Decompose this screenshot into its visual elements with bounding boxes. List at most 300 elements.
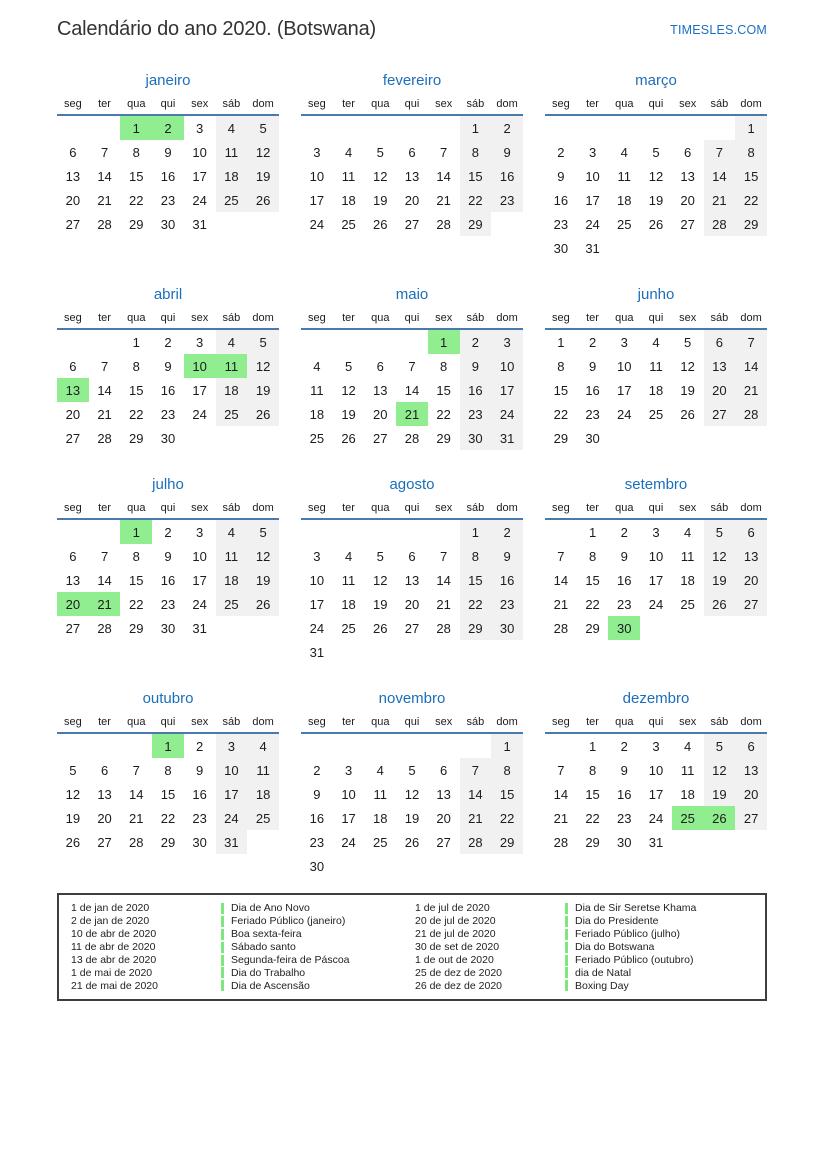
day-cell: 3 [313,548,321,564]
empty-cell [672,115,704,140]
day-cell: 26 [648,216,664,232]
legend-row [415,915,759,928]
day-cell: 4 [684,738,692,754]
day-cell: 8 [588,548,597,564]
legend-date: 21 de mai de 2020 [71,979,158,992]
weekday-header: qui [640,98,672,115]
day-cell: 23 [553,216,569,232]
day-cell: 8 [132,144,140,160]
day-cell: 25 [309,430,325,446]
holidays-legend [57,893,767,1001]
month-table [57,502,279,640]
day-cell: 5 [247,115,279,140]
day-cell: 8 [440,358,448,374]
day-cell: 11 [373,786,387,802]
day-cell: 26 [680,406,695,422]
day-cell: 26 [373,620,388,636]
empty-cell [608,426,640,450]
day-cell: 11 [680,762,695,778]
day-cell: 21 [129,810,144,826]
empty-cell [216,212,248,236]
day-cell: 7 [132,762,140,778]
legend-date: 1 de jan de 2020 [71,902,150,915]
legend-row [71,954,415,967]
day-cell: 18 [648,382,664,398]
day-cell: 21 [97,192,112,208]
weekday-header: ter [89,98,121,115]
empty-cell [247,426,279,450]
day-cell: 31 [192,216,207,232]
day-cell: 26 [404,834,420,850]
legend-holiday-name: Dia de Ascensão [231,979,310,992]
day-cell: 26 [247,188,279,212]
day-cell: 12 [704,544,736,568]
day-cell: 16 [460,378,492,402]
legend-column [71,902,415,992]
day-cell: 1 [460,115,492,140]
day-cell: 2 [491,519,523,544]
day-cell: 16 [553,192,569,208]
page-title: Calendário do ano 2020. (Botswana) [57,18,376,40]
weekday-header: qua [608,502,640,519]
day-cell: 13 [735,544,767,568]
day-cell: 19 [373,596,388,612]
day-cell: 10 [192,548,207,564]
month-table [301,312,523,450]
empty-cell [460,640,492,664]
day-cell: 15 [735,164,767,188]
month-title: maio [395,286,429,303]
day-cell: 7 [557,762,565,778]
day-cell: 15 [491,782,523,806]
empty-cell [120,733,152,758]
day-cell: 28 [404,430,420,446]
day-cell: 25 [672,806,704,830]
day-cell: 12 [404,786,420,802]
day-cell: 23 [617,810,632,826]
weekday-header: sáb [216,716,248,733]
day-cell: 27 [65,620,81,636]
weekday-header: dom [247,312,279,329]
empty-cell [247,830,279,854]
weekday-header: qui [640,502,672,519]
month-outubro [57,690,279,854]
empty-cell [301,115,333,140]
day-cell: 11 [617,168,631,184]
day-cell: 3 [588,144,597,160]
legend-row [71,979,415,992]
day-cell: 23 [192,810,207,826]
weekday-header: qui [152,312,184,329]
legend-holiday-name: Feriado Público (outubro) [575,954,694,966]
weekday-header: sáb [460,312,492,329]
empty-cell [396,115,428,140]
day-cell: 7 [440,144,448,160]
weekday-header: sáb [460,502,492,519]
day-cell: 9 [313,786,321,802]
day-cell: 19 [648,192,664,208]
month-março [545,72,767,260]
empty-cell [333,854,365,878]
day-cell: 24 [648,810,664,826]
holiday-tick-icon [565,980,568,991]
day-cell: 10 [617,358,632,374]
empty-cell [735,830,767,854]
day-cell: 17 [491,378,523,402]
empty-cell [216,426,248,450]
day-cell: 19 [65,810,81,826]
weekday-header: seg [57,502,89,519]
day-cell: 29 [436,430,451,446]
legend-row [71,928,415,941]
day-cell: 11 [216,544,248,568]
weekday-header: sex [428,98,460,115]
day-cell: 14 [553,572,569,588]
day-cell: 27 [373,430,388,446]
month-title: outubro [142,690,194,707]
day-cell: 27 [735,592,767,616]
day-cell: 13 [373,382,388,398]
day-cell: 13 [436,786,451,802]
day-cell: 26 [373,216,388,232]
day-cell: 7 [100,548,109,564]
empty-cell [735,236,767,260]
month-title: julho [152,476,184,493]
day-cell: 6 [69,144,77,160]
empty-cell [672,616,704,640]
holiday-tick-icon [565,942,568,953]
weekday-header: qui [640,312,672,329]
day-cell: 28 [704,212,736,236]
legend-row [71,966,415,979]
day-cell: 5 [704,519,736,544]
day-cell: 16 [617,572,632,588]
day-cell: 8 [460,544,492,568]
day-cell: 7 [735,329,767,354]
day-cell: 8 [460,140,492,164]
day-cell: 10 [192,144,207,160]
day-cell: 24 [192,596,207,612]
empty-cell [491,212,523,236]
month-junho [545,286,767,450]
day-cell: 15 [436,382,451,398]
weekday-header: ter [333,502,365,519]
day-cell: 21 [436,192,451,208]
day-cell: 16 [160,572,176,588]
month-table [545,98,767,260]
day-cell: 7 [557,548,565,564]
day-cell: 18 [617,192,632,208]
day-cell: 3 [344,762,353,778]
legend-row [415,941,759,954]
weekday-header: seg [545,716,577,733]
legend-date: 25 de dez de 2020 [415,966,502,979]
day-cell: 26 [341,430,356,446]
legend-date: 1 de mai de 2020 [71,966,153,979]
day-cell: 20 [404,596,420,612]
weekday-header: sex [428,716,460,733]
day-cell: 29 [585,620,600,636]
empty-cell [89,733,121,758]
day-cell: 23 [491,188,523,212]
day-cell: 9 [164,144,172,160]
day-cell: 29 [735,212,767,236]
day-cell: 26 [704,592,736,616]
day-cell: 6 [376,358,384,374]
months-grid [57,72,767,878]
empty-cell [364,733,396,758]
empty-cell [460,854,492,878]
day-cell: 12 [247,544,279,568]
weekday-header: qui [152,716,184,733]
day-cell: 25 [216,402,248,426]
day-cell: 3 [491,329,523,354]
legend-holiday-name: dia de Natal [575,966,632,979]
holiday-tick-icon [221,929,224,940]
day-cell: 3 [652,738,660,754]
day-cell: 17 [341,810,356,826]
day-cell: 18 [341,596,356,612]
weekday-header: qua [120,312,152,329]
weekday-header: ter [333,716,365,733]
day-cell: 13 [65,572,81,588]
day-cell: 16 [160,382,176,398]
day-cell: 29 [460,616,492,640]
day-cell: 15 [160,786,176,802]
legend-row [415,979,759,992]
day-cell: 1 [491,733,523,758]
site-link[interactable]: TIMESLES.COM [670,23,767,37]
weekday-header: seg [545,312,577,329]
weekday-header: sáb [460,98,492,115]
day-cell: 29 [129,620,144,636]
day-cell: 27 [97,834,112,850]
legend-row [71,941,415,954]
day-cell: 6 [704,329,736,354]
day-cell: 19 [247,378,279,402]
day-cell: 6 [735,519,767,544]
day-cell: 2 [620,738,628,754]
day-cell: 5 [408,762,416,778]
empty-cell [428,640,460,664]
day-cell: 24 [192,406,207,422]
weekday-header: qui [396,98,428,115]
empty-cell [640,426,672,450]
weekday-header: sex [672,98,704,115]
weekday-header: qui [640,716,672,733]
empty-cell [333,733,365,758]
holiday-tick-icon [221,942,224,953]
day-cell: 12 [247,140,279,164]
day-cell: 24 [585,216,600,232]
day-cell: 15 [585,786,600,802]
weekday-header: qua [120,98,152,115]
month-title: março [635,72,677,89]
weekday-header: sáb [704,98,736,115]
weekday-header: seg [545,98,577,115]
weekday-header: seg [301,716,333,733]
day-cell: 20 [735,568,767,592]
day-cell: 23 [460,402,492,426]
day-cell: 22 [129,406,144,422]
month-agosto [301,476,523,664]
day-cell: 28 [97,216,112,232]
month-title: janeiro [145,72,191,89]
day-cell: 17 [617,382,632,398]
day-cell: 14 [97,572,112,588]
day-cell: 21 [89,592,121,616]
day-cell: 24 [309,620,325,636]
day-cell: 30 [617,834,632,850]
empty-cell [301,519,333,544]
day-cell: 29 [460,212,492,236]
day-cell: 30 [309,858,325,874]
day-cell: 7 [408,358,416,374]
weekday-header: dom [735,98,767,115]
empty-cell [364,519,396,544]
day-cell: 12 [373,572,388,588]
month-table [57,312,279,450]
day-cell: 8 [491,758,523,782]
legend-date: 21 de jul de 2020 [415,928,496,941]
legend-row [71,902,415,915]
empty-cell [333,519,365,544]
empty-cell [89,329,121,354]
weekday-header: sáb [460,716,492,733]
weekday-header: sáb [216,98,248,115]
day-cell: 12 [648,168,664,184]
day-cell: 25 [617,216,632,232]
weekday-header: sex [428,312,460,329]
day-cell: 29 [160,834,176,850]
day-cell: 7 [100,144,109,160]
day-cell: 7 [704,140,736,164]
day-cell: 8 [557,358,565,374]
weekday-header: dom [491,312,523,329]
holiday-tick-icon [221,903,224,914]
holiday-tick-icon [221,967,224,978]
empty-cell [640,115,672,140]
legend-date: 20 de jul de 2020 [415,915,496,928]
day-cell: 4 [344,548,353,564]
day-cell: 29 [129,216,144,232]
day-cell: 5 [247,329,279,354]
month-dezembro [545,690,767,854]
day-cell: 24 [617,406,632,422]
day-cell: 29 [129,430,144,446]
legend-date: 1 de out de 2020 [415,954,494,966]
day-cell: 9 [588,358,597,374]
empty-cell [735,616,767,640]
day-cell: 1 [735,115,767,140]
empty-cell [57,519,89,544]
holiday-tick-icon [565,903,568,914]
day-cell: 16 [585,382,600,398]
day-cell: 21 [553,596,569,612]
day-cell: 6 [100,762,109,778]
weekday-header: ter [577,98,609,115]
day-cell: 14 [704,164,736,188]
day-cell: 11 [216,140,248,164]
day-cell: 22 [460,188,492,212]
day-cell: 29 [491,830,523,854]
day-cell: 22 [735,188,767,212]
weekday-header: ter [333,98,365,115]
empty-cell [57,329,89,354]
day-cell: 6 [408,548,416,564]
day-cell: 21 [396,402,428,426]
legend-holiday-name: Boa sexta-feira [231,928,302,941]
day-cell: 15 [129,168,144,184]
weekday-header: ter [577,502,609,519]
day-cell: 3 [196,524,204,540]
empty-cell [640,236,672,260]
day-cell: 2 [152,115,184,140]
day-cell: 2 [164,334,172,350]
day-cell: 31 [192,620,207,636]
day-cell: 10 [648,548,664,564]
day-cell: 21 [460,806,492,830]
month-table [57,716,279,854]
day-cell: 1 [132,334,140,350]
day-cell: 1 [120,519,152,544]
day-cell: 17 [309,192,325,208]
weekday-header: qui [396,312,428,329]
day-cell: 4 [684,524,692,540]
day-cell: 10 [309,572,325,588]
day-cell: 25 [341,216,356,232]
weekday-header: ter [577,312,609,329]
day-cell: 24 [216,806,248,830]
weekday-header: qua [120,716,152,733]
empty-cell [396,733,428,758]
day-cell: 30 [585,430,600,446]
day-cell: 11 [649,358,663,374]
day-cell: 13 [680,168,695,184]
day-cell: 17 [585,192,600,208]
day-cell: 23 [160,192,176,208]
legend-date: 13 de abr de 2020 [71,954,157,966]
day-cell: 1 [120,115,152,140]
day-cell: 1 [557,334,565,350]
day-cell: 19 [704,782,736,806]
day-cell: 14 [129,786,144,802]
day-cell: 21 [553,810,569,826]
day-cell: 31 [216,830,248,854]
day-cell: 20 [65,192,81,208]
day-cell: 9 [491,140,523,164]
empty-cell [364,115,396,140]
empty-cell [396,519,428,544]
day-cell: 19 [404,810,420,826]
day-cell: 22 [585,596,600,612]
day-cell: 23 [617,596,632,612]
month-table [301,716,523,878]
month-table [301,98,523,236]
weekday-header: qua [364,502,396,519]
day-cell: 25 [648,406,664,422]
day-cell: 13 [404,168,420,184]
empty-cell [301,329,333,354]
weekday-header: dom [735,716,767,733]
weekday-header: sáb [216,502,248,519]
day-cell: 2 [313,762,321,778]
weekday-header: dom [735,312,767,329]
day-cell: 31 [585,240,600,256]
month-title: dezembro [622,690,690,707]
day-cell: 26 [247,592,279,616]
day-cell: 24 [491,402,523,426]
